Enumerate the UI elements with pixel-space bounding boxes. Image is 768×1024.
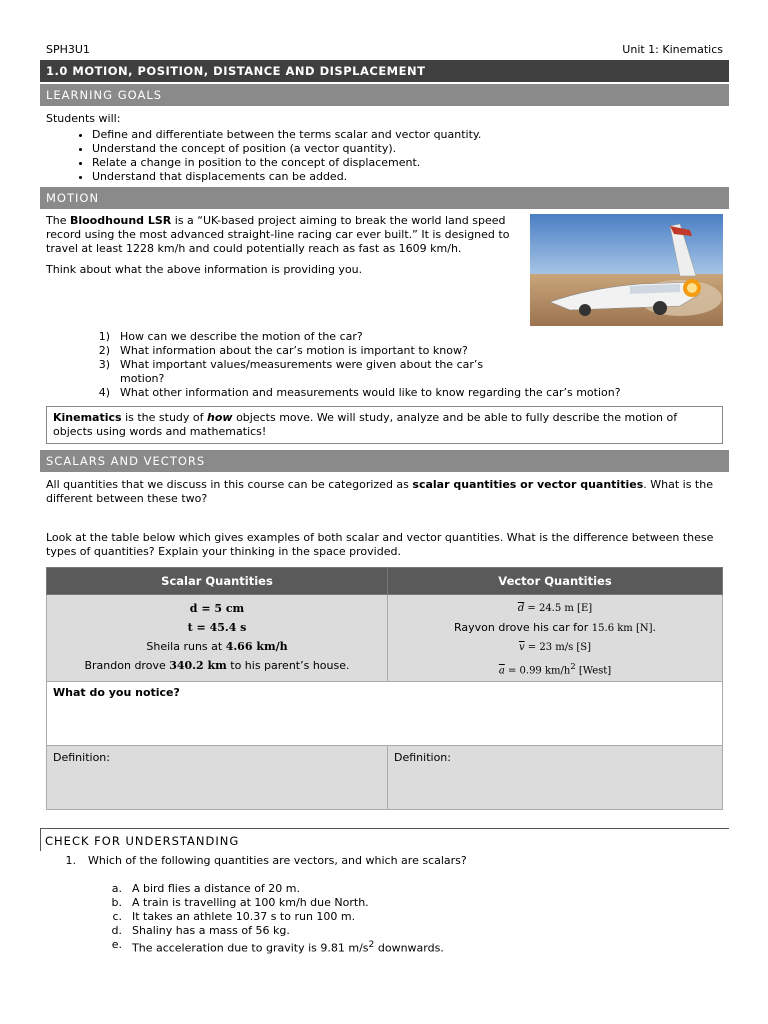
worksheet-page [40,40,729,956]
course-code: SPH3U1 [46,43,90,56]
check-item: b. A train is travelling at 100 km/h due North. [111,896,369,910]
learning-goals [40,112,729,184]
goal-item: • Relate a change in position to the concept of displacement. [92,156,723,170]
check-items [40,882,729,956]
question-item: 3) What important values/measurements were given about the car’s motion? [98,358,484,385]
vector-column-header: Vector Quantities [388,568,723,595]
motion-questions [40,330,729,400]
goal-item: • Define and differentiate between the terms scalar and vector quantity. [92,128,723,142]
unit-title: Unit 1: Kinematics [622,43,723,56]
motion-heading: MOTION [40,187,729,209]
learning-goals-list [46,128,723,184]
goal-item: • Understand that displacements can be added. [92,170,723,184]
notice-answer-area[interactable]: What do you notice? [47,682,723,746]
vector-definition-area[interactable]: Definition: [388,746,723,810]
scalars-intro: All quantities that we discuss in this course can be categorized as scalar quantities or vector quantities. What is the different between these two? [46,478,713,505]
check-item: e. The acceleration due to gravity is 9.81 $m/s^2$ downwards. [111,938,444,955]
scalars-vectors-heading: SCALARS AND VECTORS [40,450,729,472]
scalars-vectors-section [40,478,729,559]
question-item: 2) What information about the car’s motion is important to know? [98,344,468,357]
check-item: c. It takes an athlete 10.37 s to run 100 m. [112,910,356,924]
learning-goals-intro: Students will: [46,112,121,125]
bloodhound-car-image [530,214,723,326]
motion-prompt: Think about what the above information is providing you. [46,263,363,276]
check-question: 1. Which of the following quantities are vectors, and which are scalars? [65,854,467,868]
kinematics-definition-box: Kinematics is the study of how objects move. We will study, analyze and be able to fully describe the motion of objects using words and mathematics! [46,406,723,444]
question-item: 4) What other information and measurements would like to know regarding the car’s motion? [98,386,621,399]
goal-item: • Understand the concept of position (a vector quantity). [92,142,723,156]
scalar-vector-table [46,567,723,810]
vector-examples: $\overline{d} = 24.5$ m [E] Rayvon drove his car for 15.6 km [N]. $\overline{v} = 23$ m/s [S] $\overline{a} = 0.99$ $km/h^2$ [West] [388,595,723,682]
question-item: 1) How can we describe the motion of the car? [98,330,363,343]
learning-goals-heading: LEARNING GOALS [40,84,729,106]
scalar-definition-area[interactable]: Definition: [47,746,388,810]
check-item: a. A bird flies a distance of 20 m. [111,882,300,896]
check-item: d. Shaliny has a mass of 56 kg. [111,924,290,938]
motion-paragraph: The Bloodhound LSR is a “UK-based project aiming to break the world land speed record using the most advanced straight-line racing car ever built.” It is designed to travel at least 1228 km/h and could potentially reach as fast as 1609 km/h. [46,214,510,255]
check-understanding-heading: CHECK FOR UNDERSTANDING [40,828,729,851]
page-header [40,40,729,60]
table-instructions: Look at the table below which gives examples of both scalar and vector quantities. What is the difference between these types of quantities? Explain your thinking in the space provided. [46,531,714,558]
scalar-examples: d = 5 cm t = 45.4 s Sheila runs at 4.66 km/h Brandon drove 340.2 km to his parent’s house. [47,595,388,682]
section-title: 1.0 MOTION, POSITION, DISTANCE AND DISPLACEMENT [40,60,729,82]
scalar-column-header: Scalar Quantities [47,568,388,595]
bloodhound-name: Bloodhound LSR [69,214,172,227]
motion-section [40,214,729,326]
